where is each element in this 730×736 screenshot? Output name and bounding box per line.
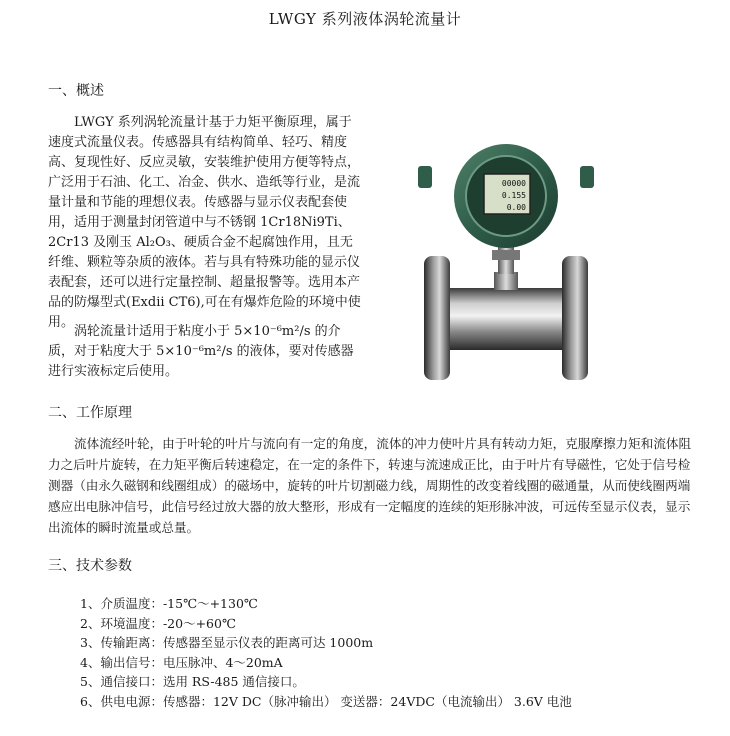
spec-item: 6、供电电源：传感器：12V DC（脉冲输出） 变送器：24VDC（电流输出） 3.6V 电池: [80, 693, 572, 709]
section-heading-principle: 二、工作原理: [48, 405, 132, 421]
lcd-line-2: 0.155: [501, 191, 526, 200]
pipe-body: [442, 288, 570, 350]
section-heading-overview: 一、概述: [48, 83, 104, 99]
spec-item: 1、介质温度：-15℃～+130℃: [80, 596, 258, 611]
lcd-line-3: 0.00: [506, 203, 526, 212]
left-flange: [424, 256, 450, 380]
lcd-line-1: 00000: [501, 179, 526, 188]
principle-paragraph: 流体流经叶轮，由于叶轮的叶片与流向有一定的角度，流体的冲力使叶片具有转动力矩，克服摩擦力矩和流体阻力之后叶片旋转，在力矩平衡后转速稳定，在一定的条件下，转速与流速成正比，由于叶片有导磁性，它处于信号检测器（由永久磁钢和线圈组成）的磁场中，旋转的叶片切割磁力线，周期性的改变着线圈的磁通量，从而使线圈两端感应出电脉冲信号，此信号经过放大器的放大整形，形成有一定幅度的连续的矩形脉冲波，可远传至显示仪表，显示出流体的瞬时流量或总量。: [48, 436, 692, 535]
spec-item: 4、输出信号：电压脉冲、4～20mA: [80, 654, 283, 670]
overview-paragraph-1: LWGY 系列涡轮流量计基于力矩平衡原理，属于速度式流量仪表。传感器具有结构简单、轻巧、精度高、复现性好、反应灵敏，安装维护使用方便等特点，广泛用于石油、化工、冶金、供水、造纸等行业，是流量计量和节能的理想仪表。传感器与显示仪表配套使用，适用于测量封闭管道中与不锈钢 1Cr18Ni9Ti、2Cr13 及刚玉 Al₂O₃、硬质合金不起腐蚀作用，且无纤维、颗粒等杂质的液体。若与具有特殊功能的显示仪表配套，还可以进行定量控制、超量报警等。选用本产品的防爆型式(Exdii CT6),可在有爆炸危险的环境中使用。: [48, 115, 361, 330]
overview-paragraph-2: 涡轮流量计适用于粘度小于 5×10⁻⁶m²/s 的介质，对于粘度大于 5×10⁻⁶m²/s 的液体，要对传感器进行实液标定后使用。: [48, 324, 354, 379]
page-title: LWGY 系列液体涡轮流量计: [268, 10, 462, 28]
spec-item: 5、通信接口：选用 RS-485 通信接口。: [80, 674, 305, 690]
spec-item: 3、传输距离：传感器至显示仪表的距离可达 1000m: [80, 635, 374, 651]
spec-item: 2、环境温度：-20～+60℃: [80, 615, 236, 631]
section-heading-specs: 三、技术参数: [48, 558, 132, 574]
turbine-flowmeter-image: [418, 138, 594, 408]
right-flange: [562, 256, 588, 380]
specs-list: [80, 594, 572, 712]
